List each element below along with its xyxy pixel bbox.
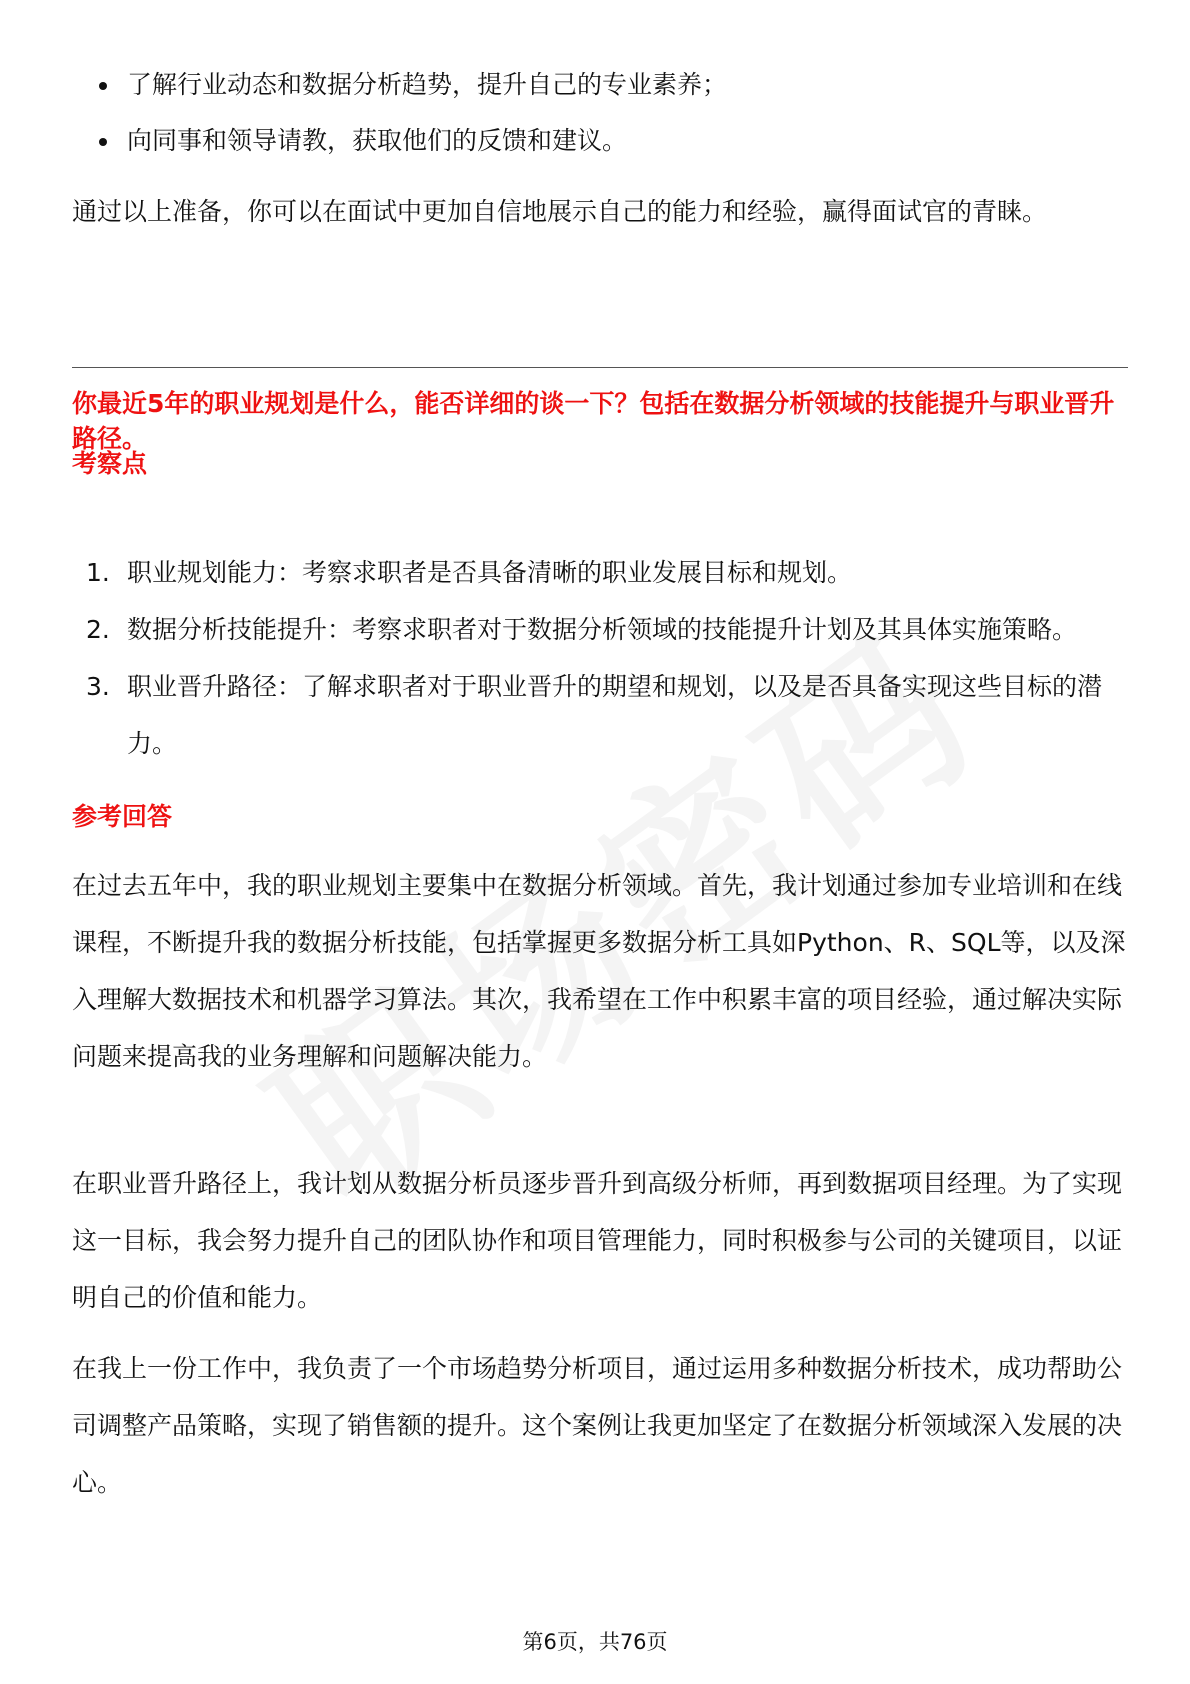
bullet-text: 向同事和领导请教，获取他们的反馈和建议。 xyxy=(127,126,628,155)
answer-paragraph: 在过去五年中，我的职业规划主要集中在数据分析领域。首先，我计划通过参加专业培训和在线课程，不断提升我的数据分析技能，包括掌握更多数据分析工具如Python、R、SQL等，以及深入理解大数据技术和机器学习算法。其次，我希望在工作中积累丰富的项目经验，通过解决实际问题来提高我的业务理解和问题解决能力。 xyxy=(72,871,1126,1071)
list-text: 数据分析技能提升：考察求职者对于数据分析领域的技能提升计划及其具体实施策略。 xyxy=(127,615,1078,644)
examination-list xyxy=(72,544,1128,772)
list-item xyxy=(72,544,1128,601)
list-number: 1. xyxy=(86,558,110,587)
section-divider xyxy=(72,367,1128,368)
bullet-dot-icon xyxy=(99,138,107,146)
answer-paragraph: 在职业晋升路径上，我计划从数据分析员逐步晋升到高级分析师，再到数据项目经理。为了实现这一目标，我会努力提升自己的团队协作和项目管理能力，同时积极参与公司的关键项目，以证明自己的价值和能力。 xyxy=(72,1169,1123,1312)
list-text: 职业规划能力：考察求职者是否具备清晰的职业发展目标和规划。 xyxy=(127,558,853,587)
list-text: 职业晋升路径：了解求职者对于职业晋升的期望和规划，以及是否具备实现这些目标的潜力。 xyxy=(127,672,1103,758)
answer-heading: 参考回答 xyxy=(72,802,173,831)
list-number: 2. xyxy=(86,615,110,644)
interview-question: 你最近5年的职业规划是什么，能否详细的谈一下？包括在数据分析领域的技能提升与职业晋升路径。 xyxy=(72,389,1115,453)
closing-paragraph: 通过以上准备，你可以在面试中更加自信地展示自己的能力和经验，赢得面试官的青睐。 xyxy=(72,197,1048,226)
list-item xyxy=(72,113,1128,169)
list-number: 3. xyxy=(86,672,110,701)
page-footer: 第6页，共76页 xyxy=(522,1630,668,1654)
list-item xyxy=(72,658,1128,772)
top-bullet-list xyxy=(72,57,1128,169)
list-item xyxy=(72,601,1128,658)
bullet-dot-icon xyxy=(99,82,107,90)
document-page xyxy=(72,0,1128,1684)
bullet-text: 了解行业动态和数据分析趋势，提升自己的专业素养； xyxy=(127,70,728,99)
examination-heading: 考察点 xyxy=(72,449,148,478)
answer-paragraph: 在我上一份工作中，我负责了一个市场趋势分析项目，通过运用多种数据分析技术，成功帮助公司调整产品策略，实现了销售额的提升。这个案例让我更加坚定了在数据分析领域深入发展的决心。 xyxy=(72,1354,1123,1497)
list-item xyxy=(72,57,1128,113)
